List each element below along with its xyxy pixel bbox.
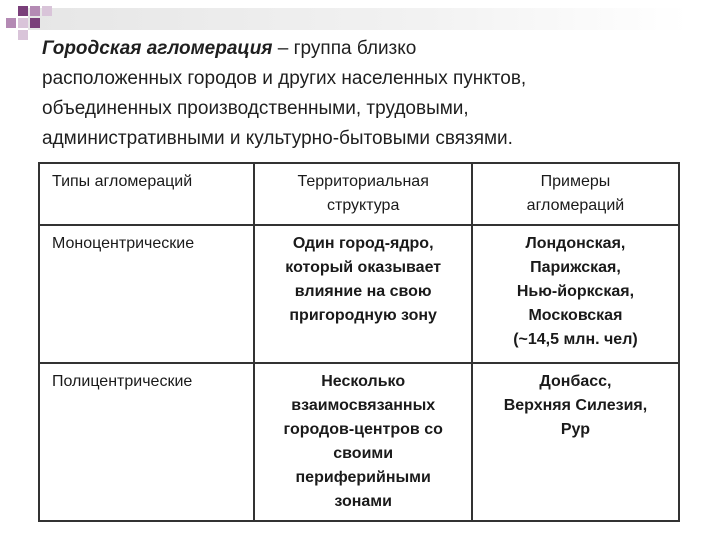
header-bar-decoration [28, 8, 688, 30]
definition-line: расположенных городов и других населенных пунктов, [42, 68, 527, 89]
deco-square-icon [42, 6, 52, 16]
definition-line: объединенных производственными, трудовыми, [42, 98, 469, 119]
deco-square-icon [18, 6, 28, 16]
examples-cell: Лондонская, Парижская, Нью-йоркская, Московская (~14,5 млн. чел) [472, 225, 679, 363]
definition-text [42, 34, 682, 154]
deco-square-icon [18, 18, 28, 28]
structure-cell: Несколько взаимосвязанных городов-центров со своими периферийными зонами [254, 363, 471, 521]
header-types: Типы агломераций [39, 163, 254, 225]
deco-square-icon [30, 6, 40, 16]
structure-cell: Один город-ядро, который оказывает влияние на свою пригородную зону [254, 225, 471, 363]
definition-term: Городская агломерация [42, 38, 273, 59]
deco-square-icon [18, 30, 28, 40]
examples-cell: Донбасс, Верхняя Силезия, Рур [472, 363, 679, 521]
type-cell: Моноцентрические [39, 225, 254, 363]
header-structure: Территориальная структура [254, 163, 471, 225]
deco-square-icon [30, 18, 40, 28]
deco-square-icon [6, 18, 16, 28]
table-header-row [39, 163, 679, 225]
definition-line: – группа близко [272, 38, 417, 59]
type-cell: Полицентрические [39, 363, 254, 521]
header-examples: Примеры агломераций [472, 163, 679, 225]
definition-line: административными и культурно-бытовыми связями. [42, 128, 513, 149]
agglomeration-table [38, 162, 680, 522]
table-row [39, 225, 679, 363]
table-row [39, 363, 679, 521]
